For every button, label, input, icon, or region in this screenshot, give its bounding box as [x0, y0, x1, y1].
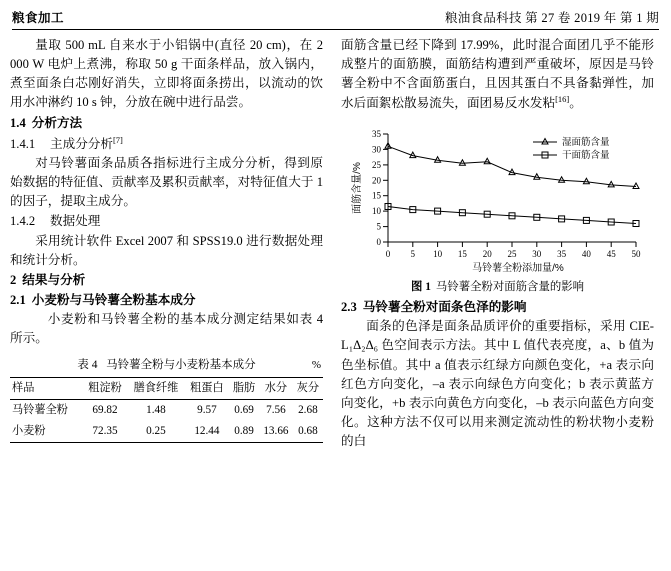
- table-cell: 13.66: [259, 421, 293, 443]
- table-header-cell: 脂肪: [229, 377, 259, 399]
- heading-2-1-number: 2.1: [10, 293, 26, 308]
- svg-text:50: 50: [631, 248, 640, 259]
- y-axis-label: 面筋含量/%: [351, 161, 363, 214]
- paragraph-gluten-reference: [16]: [555, 94, 570, 105]
- table-header-cell: 样品: [10, 377, 83, 399]
- x-axis-label: 马铃薯全粉添加量/%: [471, 262, 564, 274]
- table-cell: 1.48: [146, 403, 166, 416]
- svg-text:5: 5: [410, 248, 415, 259]
- composition-table: [10, 377, 323, 443]
- paragraph-gluten-text: 面筋含量已经下降到 17.99%，此时混合面团几乎不能形成整片的面筋膜，面筋结构遭到严重破坏，原因是马铃薯全粉中不含面筋蛋白，且因其蛋白不具备黏弹性，加水后面絮松散易流失，面团易反水发粘: [341, 38, 654, 111]
- y-tick-labels: [372, 129, 382, 247]
- heading-1-4: [10, 114, 323, 133]
- table-cell: 9.57: [197, 403, 217, 416]
- heading-2-1-text: 小麦粉与马铃薯全粉基本成分: [31, 293, 196, 308]
- header-rule: [12, 29, 659, 30]
- table-cell: 0.25: [127, 421, 185, 443]
- svg-text:30: 30: [371, 144, 381, 155]
- heading-1-4-2: [10, 212, 323, 231]
- heading-2-text: 结果与分析: [22, 272, 86, 287]
- svg-text:10: 10: [371, 205, 381, 216]
- svg-text:15: 15: [457, 248, 467, 259]
- paragraph-pca: 对马铃薯面条品质各指标进行主成分分析，得到原始数据的特征值、贡献率及累积贡献率，对特征值大于 1 的因子，提取主成分。: [10, 156, 323, 209]
- table-row: [10, 421, 323, 443]
- table-cell: 69.82: [92, 403, 118, 416]
- table-header-cell: 粗蛋白: [185, 377, 229, 399]
- figure-gluten-content: [341, 124, 654, 296]
- svg-text:35: 35: [371, 128, 381, 139]
- heading-2-3: [341, 298, 654, 317]
- line-chart-svg: [348, 124, 648, 276]
- paragraph-composition: 小麦粉和马铃薯全粉的基本成分测定结果如表 4 所示。: [10, 312, 323, 346]
- figure-caption: [341, 279, 654, 296]
- svg-text:45: 45: [606, 248, 616, 259]
- table-cell: 12.44: [185, 421, 229, 443]
- figure-caption-title: 马铃薯全粉对面筋含量的影响: [435, 280, 585, 293]
- svg-text:0: 0: [376, 236, 381, 247]
- table-caption-label: 表 4: [77, 359, 98, 372]
- paragraph-gluten: [341, 36, 654, 114]
- table-row: [10, 399, 323, 421]
- table-cell: 0.89: [229, 421, 259, 443]
- table-header-cell: 水分: [259, 377, 293, 399]
- svg-text:25: 25: [507, 248, 516, 259]
- heading-2-1: [10, 291, 323, 310]
- heading-1-4-1-reference: [7]: [112, 134, 123, 145]
- running-head-right: 粮油食品科技 第 27 卷 2019 年 第 1 期: [444, 11, 659, 25]
- table-caption-title: 马铃薯全粉与小麦粉基本成分: [106, 359, 256, 372]
- table-cell: 0.68: [293, 421, 323, 443]
- figure-plot-area: [348, 124, 648, 276]
- svg-text:5: 5: [376, 221, 381, 232]
- legend-label-wet-gluten: 湿面筋含量: [561, 136, 610, 148]
- table-cell: 2.68: [298, 403, 318, 416]
- table-cell: 72.35: [83, 421, 127, 443]
- svg-text:30: 30: [531, 248, 541, 259]
- chart-legend: [533, 136, 610, 161]
- table-header-cell: 膳食纤维: [127, 377, 185, 399]
- table-header-cell: 粗淀粉: [83, 377, 127, 399]
- table-cell: 0.69: [234, 403, 254, 416]
- svg-text:35: 35: [556, 248, 566, 259]
- paragraph-gluten-end: 。: [569, 96, 582, 111]
- heading-2: [10, 271, 323, 290]
- heading-1-4-text: 分析方法: [31, 115, 83, 130]
- running-head-left: 粮食加工: [12, 11, 65, 25]
- table-cell: 7.56: [266, 403, 286, 416]
- table-cell: 小麦粉: [10, 421, 83, 443]
- figure-caption-label: 图 1: [410, 280, 431, 293]
- svg-text:0: 0: [385, 248, 390, 259]
- heading-1-4-number: 1.4: [10, 115, 26, 130]
- heading-2-3-number: 2.3: [341, 300, 357, 315]
- heading-1-4-2-number: 1.4.2: [10, 214, 36, 229]
- svg-text:20: 20: [371, 175, 381, 186]
- x-tick-labels: [385, 249, 640, 259]
- svg-text:20: 20: [482, 248, 492, 259]
- table-header-row: [10, 377, 323, 399]
- heading-1-4-1-text: 主成分分析: [50, 136, 113, 151]
- running-head: [10, 8, 661, 29]
- table-header-cell: 灰分: [293, 377, 323, 399]
- paragraph-method-cooking: 量取 500 mL 自来水于小铝锅中(直径 20 cm)，在 2 000 W 电炉上煮沸，称取 50 g 干面条样品，放入锅内，煮至面条白芯刚好消失，立即将面条捞出，以流动的饮用水冲淋约 10 s 钟，分放在碗中进行品尝。: [10, 38, 323, 110]
- legend-label-dry-gluten: 干面筋含量: [561, 149, 610, 161]
- two-column-body: [10, 36, 661, 451]
- series-dry-gluten-markers: [385, 203, 639, 226]
- heading-1-4-2-text: 数据处理: [50, 214, 101, 229]
- paragraph-data-processing: 采用统计软件 Excel 2007 和 SPSS19.0 进行数据处理和统计分析。: [10, 233, 323, 267]
- heading-1-4-1-number: 1.4.1: [10, 136, 36, 151]
- right-column: [341, 36, 654, 451]
- heading-2-number: 2: [10, 272, 17, 287]
- paragraph-color: 面条的色泽是面条品质评价的重要指标，采用 CIE-L₁Δ₂Δ₆ 色空间表示方法。其中 L 值代表亮度，a、b 值为色坐标值。其中 a 值表示红绿方向颜色变化，+a 表示向红色方向变化，–a 表示向绿色方向变化；b 表示黄蓝方向变化，+b 表示向黄色方向变化，–b 表示向蓝色方向变化。这种方法不仅可以用来测定流动性的粉状物小麦粉的白: [341, 319, 654, 449]
- left-column: [10, 36, 323, 451]
- svg-text:10: 10: [432, 248, 442, 259]
- table-cell: 马铃薯全粉: [12, 403, 68, 416]
- svg-text:25: 25: [371, 159, 381, 170]
- table-caption-unit: %: [311, 359, 321, 372]
- heading-1-4-1: [10, 134, 323, 154]
- series-dry-gluten-line: [388, 206, 636, 223]
- heading-2-3-text: 马铃薯全粉对面条色泽的影响: [362, 300, 527, 315]
- svg-text:15: 15: [371, 190, 381, 201]
- svg-text:40: 40: [581, 248, 591, 259]
- table-caption: [10, 357, 323, 374]
